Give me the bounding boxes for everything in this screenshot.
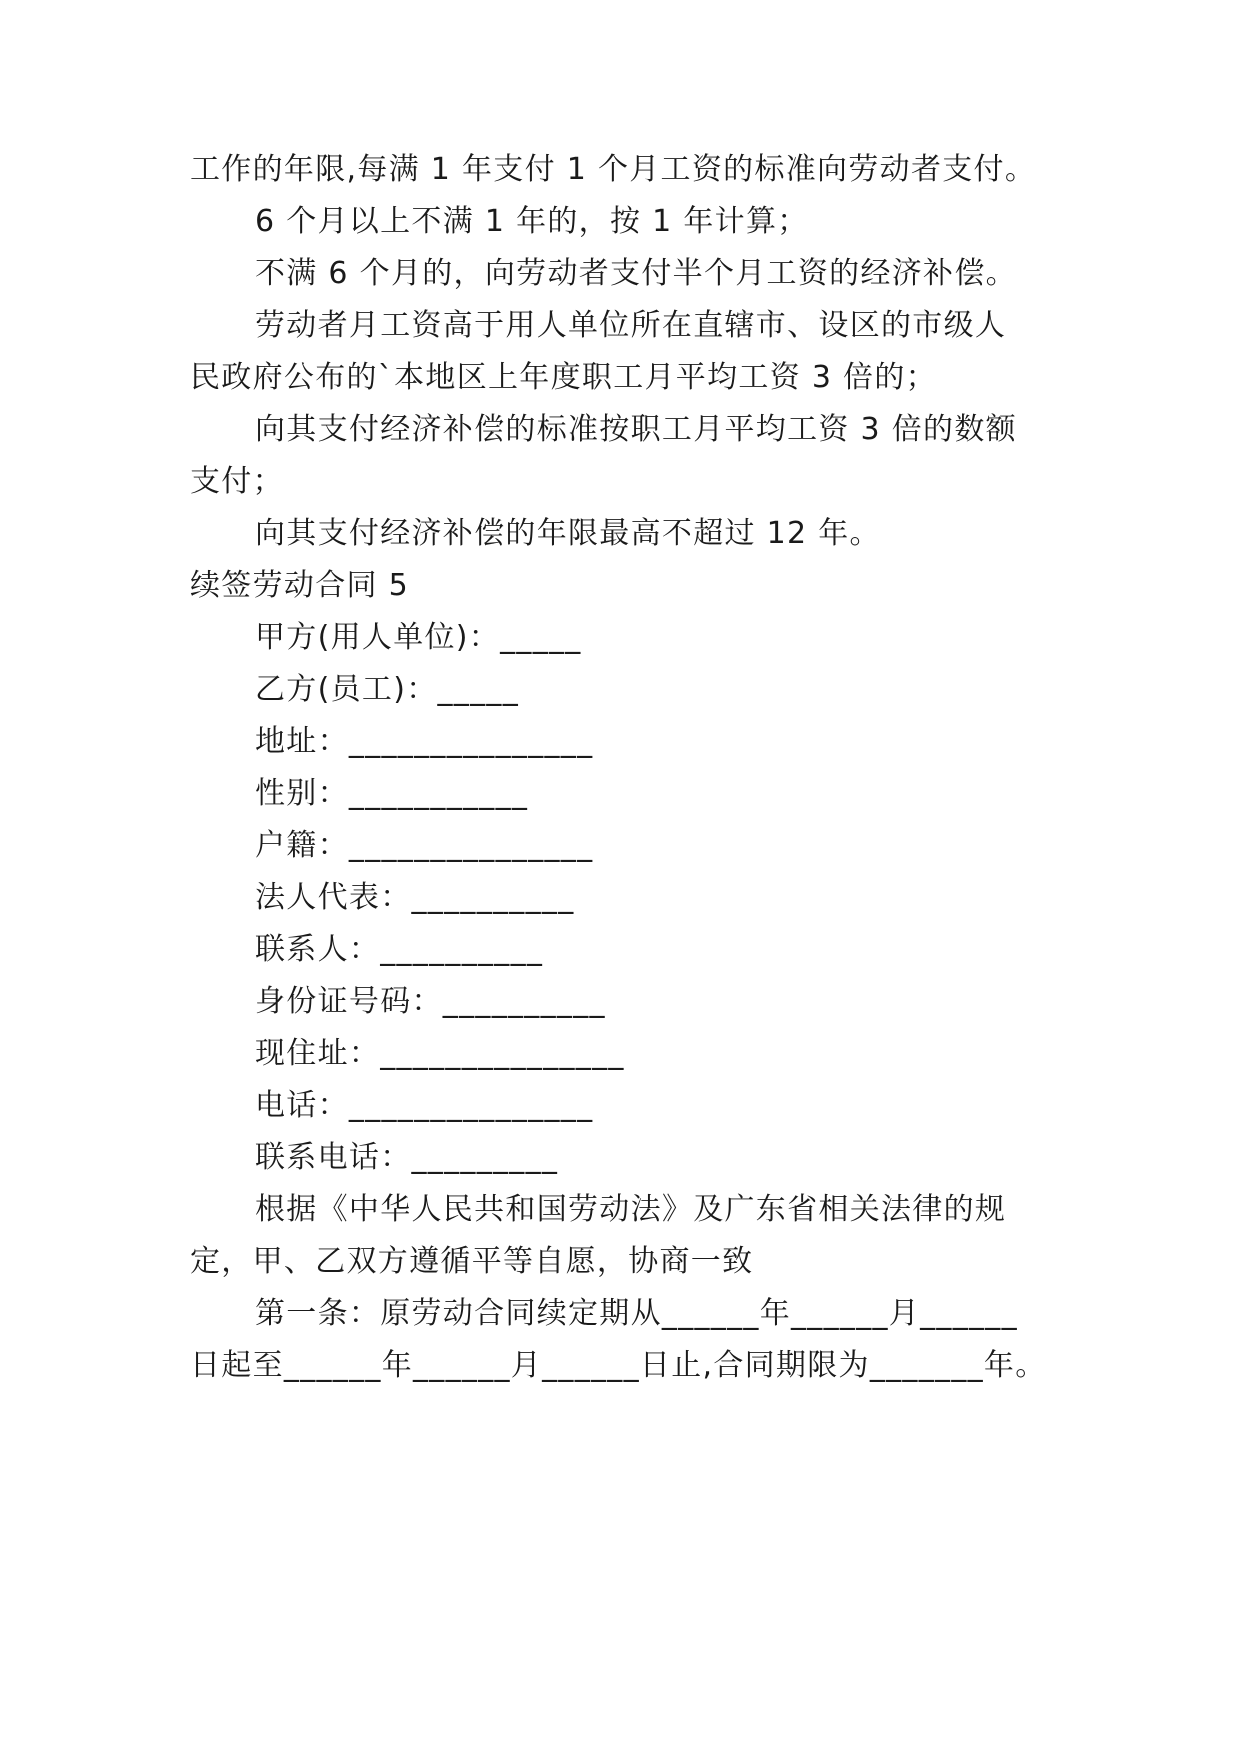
field-party-b: 乙方(员工)：_____	[255, 672, 520, 707]
field-household-register: 户籍：_______________	[255, 828, 594, 863]
paragraph-line-5: 民政府公布的`本地区上年度职工月平均工资 3 倍的；	[190, 360, 937, 395]
field-contact-phone: 联系电话：_________	[255, 1140, 559, 1175]
paragraph-line-22: 定，甲、乙双方遵循平等自愿，协商一致	[190, 1244, 754, 1279]
field-legal-representative: 法人代表：__________	[255, 880, 575, 915]
paragraph-line-3: 不满 6 个月的，向劳动者支付半个月工资的经济补偿。	[255, 256, 1017, 291]
paragraph-line-4: 劳动者月工资高于用人单位所在直辖市、设区的市级人	[255, 308, 1007, 343]
field-id-number: 身份证号码：__________	[255, 984, 606, 1019]
field-gender: 性别：___________	[255, 776, 529, 811]
paragraph-line-23: 第一条：原劳动合同续定期从______年______月______	[255, 1296, 1018, 1331]
paragraph-line-8: 向其支付经济补偿的年限最高不超过 12 年。	[255, 516, 881, 551]
paragraph-line-1: 工作的年限,每满 1 年支付 1 个月工资的标准向劳动者支付。	[190, 152, 1037, 187]
field-phone: 电话：_______________	[255, 1088, 594, 1123]
section-heading: 续签劳动合同 5	[190, 568, 410, 603]
paragraph-line-21: 根据《中华人民共和国劳动法》及广东省相关法律的规	[255, 1192, 1007, 1227]
paragraph-line-24: 日起至______年______月______日止,合同期限为_______年。	[190, 1348, 1047, 1383]
paragraph-line-6: 向其支付经济补偿的标准按职工月平均工资 3 倍的数额	[255, 412, 1017, 447]
field-current-address: 现住址：_______________	[255, 1036, 625, 1071]
field-party-a: 甲方(用人单位)：_____	[255, 620, 582, 655]
paragraph-line-2: 6 个月以上不满 1 年的，按 1 年计算；	[255, 204, 809, 239]
field-contact-person: 联系人：__________	[255, 932, 544, 967]
paragraph-line-7: 支付；	[190, 464, 284, 499]
field-address: 地址：_______________	[255, 724, 594, 759]
